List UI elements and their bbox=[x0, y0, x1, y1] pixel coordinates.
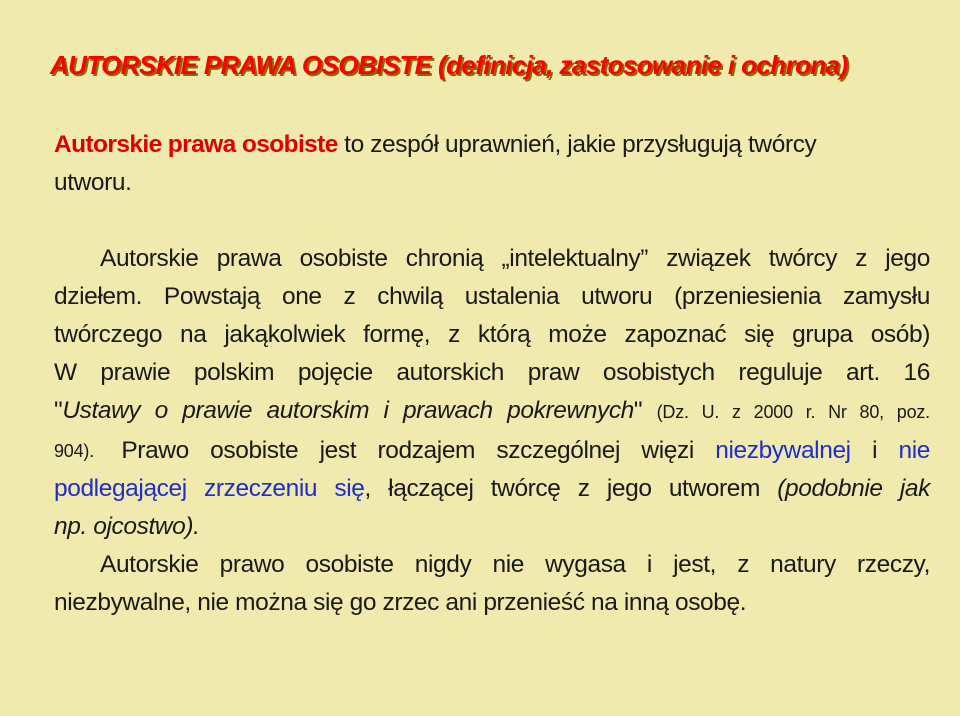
definition-line-1 bbox=[54, 126, 930, 164]
description-line-9 bbox=[54, 508, 930, 546]
definition-line-2: utworu. bbox=[54, 169, 132, 196]
description-line-7 bbox=[54, 432, 930, 470]
description-line-8 bbox=[54, 470, 930, 508]
quote-open: " bbox=[54, 397, 63, 424]
description-line-2: dziełem. Powstają one z chwilą ustalenia utworu (przeniesienia zamysłu bbox=[54, 283, 930, 310]
analogy-end: np. ojcostwo). bbox=[54, 513, 200, 540]
quote-close: " bbox=[633, 397, 657, 424]
description-line-11: niezbywalne, nie można się go zrzec ani przenieść na inną osobę. bbox=[54, 589, 747, 616]
definition-paragraph bbox=[54, 126, 930, 202]
description-line-4: W prawie polskim pojęcie autorskich praw osobistych reguluje art. 16 bbox=[54, 359, 930, 386]
definition-rest: to zespół uprawnień, jakie przysługują twórcy bbox=[337, 131, 817, 158]
description-line-3: twórczego na jakąkolwiek formę, z którą może zapoznać się grupa osób) bbox=[54, 321, 930, 348]
conjunction: i bbox=[850, 437, 899, 464]
not-term: nie bbox=[898, 437, 930, 464]
description-line-5 bbox=[54, 392, 930, 431]
inalienable-term: niezbywalnej bbox=[715, 437, 851, 464]
statute-citation: (Dz. U. z 2000 r. Nr 80, poz. bbox=[656, 402, 930, 422]
bond-text: , łączącej twórcę z jego utworem bbox=[364, 475, 778, 502]
non-waivable-term: podlegającej zrzeczeniu się bbox=[54, 475, 365, 502]
personal-right-text: Prawo osobiste jest rodzajem szczególnej więzi bbox=[100, 437, 716, 464]
never-expires-text: Autorskie prawo osobiste nigdy nie wygasa i jest, z natury rzeczy, bbox=[100, 551, 930, 578]
statute-citation-end: 904). bbox=[54, 441, 95, 461]
statute-title: Ustawy o prawie autorskim i prawach pokrewnych bbox=[62, 397, 634, 424]
slide-title: AUTORSKIE PRAWA OSOBISTE (definicja, zastosowanie i ochrona) bbox=[50, 50, 848, 80]
description-line-10 bbox=[54, 546, 930, 584]
description-paragraph bbox=[54, 240, 930, 622]
description-line-1 bbox=[54, 240, 930, 278]
analogy-start: (podobnie jak bbox=[777, 475, 930, 502]
description-line-1-text: Autorskie prawa osobiste chronią „intelektualny” związek twórcy z jego bbox=[100, 245, 930, 272]
definition-term: Autorskie prawa osobiste bbox=[54, 131, 338, 158]
